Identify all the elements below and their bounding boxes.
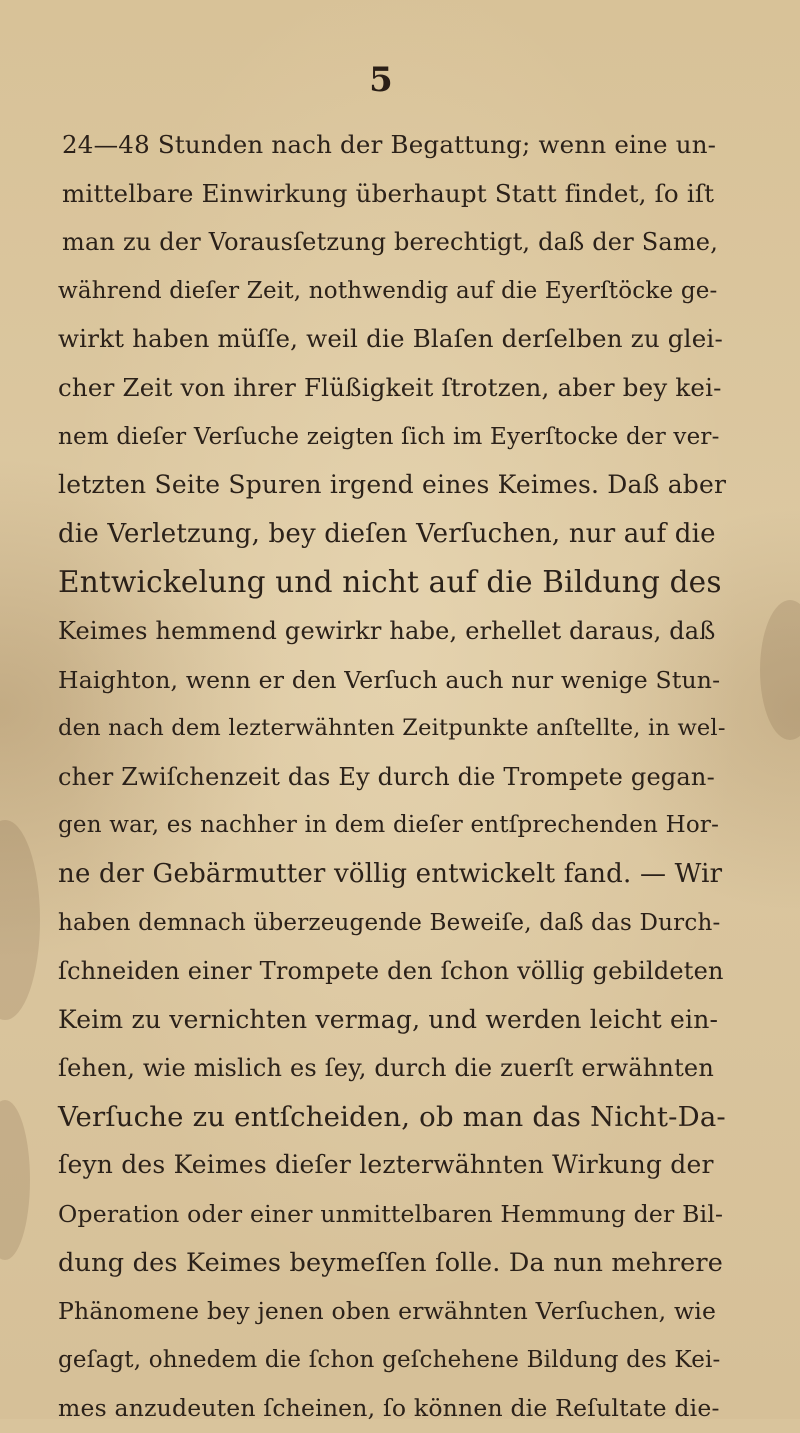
text-line: 24—48 Stunden nach der Begattung; wenn eine un- (62, 130, 717, 159)
text-line: geſagt, ohnedem die ſchon geſchehene Bildung des Kei- (58, 1346, 721, 1373)
text-line: letzten Seite Spuren irgend eines Keimes. Daß aber (58, 470, 727, 500)
text-line: ſehen, wie mislich es ſey, durch die zuerſt erwähnten (58, 1054, 714, 1083)
paper-stain (0, 1100, 30, 1260)
page-number: 5 (369, 60, 393, 100)
text-line: Keimes hemmend gewirkr habe, erhellet daraus, daß (58, 616, 716, 645)
text-line: cher Zeit von ihrer Flüßigkeit ſtrotzen, aber bey kei- (58, 372, 722, 402)
text-line: ne der Gebärmutter völlig entwickelt fand. — Wir (58, 858, 723, 889)
body-text (46, 121, 726, 1433)
text-line: Verſuche zu entſcheiden, ob man das Nicht-Da- (58, 1100, 726, 1133)
text-line: während dieſer Zeit, nothwendig auf die Eyerſtöcke ge- (58, 277, 718, 304)
text-line: den nach dem lezterwähnten Zeitpunkte anſtellte, in wel- (58, 715, 726, 742)
text-line: cher Zwiſchenzeit das Ey durch die Trompete gegan- (58, 762, 715, 791)
text-line: nem dieſer Verſuche zeigten ſich im Eyerſtocke der ver- (58, 423, 720, 450)
paper-stain (0, 820, 40, 1020)
text-line: ſeyn des Keimes dieſer lezterwähnten Wirkung der (58, 1150, 714, 1180)
text-line: dung des Keimes beymeſſen ſolle. Da nun mehrere (58, 1247, 724, 1278)
text-line: mes anzudeuten ſcheinen, ſo können die Reſultate die- (58, 1394, 720, 1423)
text-line: man zu der Vorausſetzung berechtigt, daß der Same, (62, 228, 719, 257)
paper-stain (760, 600, 800, 740)
text-line: mittelbare Einwirkung überhaupt Statt findet, ſo iſt (62, 178, 715, 208)
text-line: ſchneiden einer Trompete den ſchon völlig gebildeten (58, 957, 724, 986)
text-line: wirkt haben müſſe, weil die Blaſen derſelben zu glei- (58, 324, 723, 354)
text-line: Entwickelung und nicht auf die Bildung des (58, 565, 722, 600)
text-line: Operation oder einer unmittelbaren Hemmung der Bil- (58, 1200, 724, 1229)
text-line: haben demnach überzeugende Beweiſe, daß das Durch- (58, 909, 721, 936)
text-line: Phänomene bey jenen oben erwähnten Verſuchen, wie (58, 1297, 717, 1326)
text-line: gen war, es nachher in dem dieſer entſprechenden Hor- (58, 812, 720, 839)
text-line: Haighton, wenn er den Verſuch auch nur wenige Stun- (58, 665, 721, 694)
text-line: Keim zu vernichten vermag, und werden leicht ein- (58, 1004, 719, 1034)
text-line: die Verletzung, bey dieſen Verſuchen, nur auf die (58, 518, 716, 549)
